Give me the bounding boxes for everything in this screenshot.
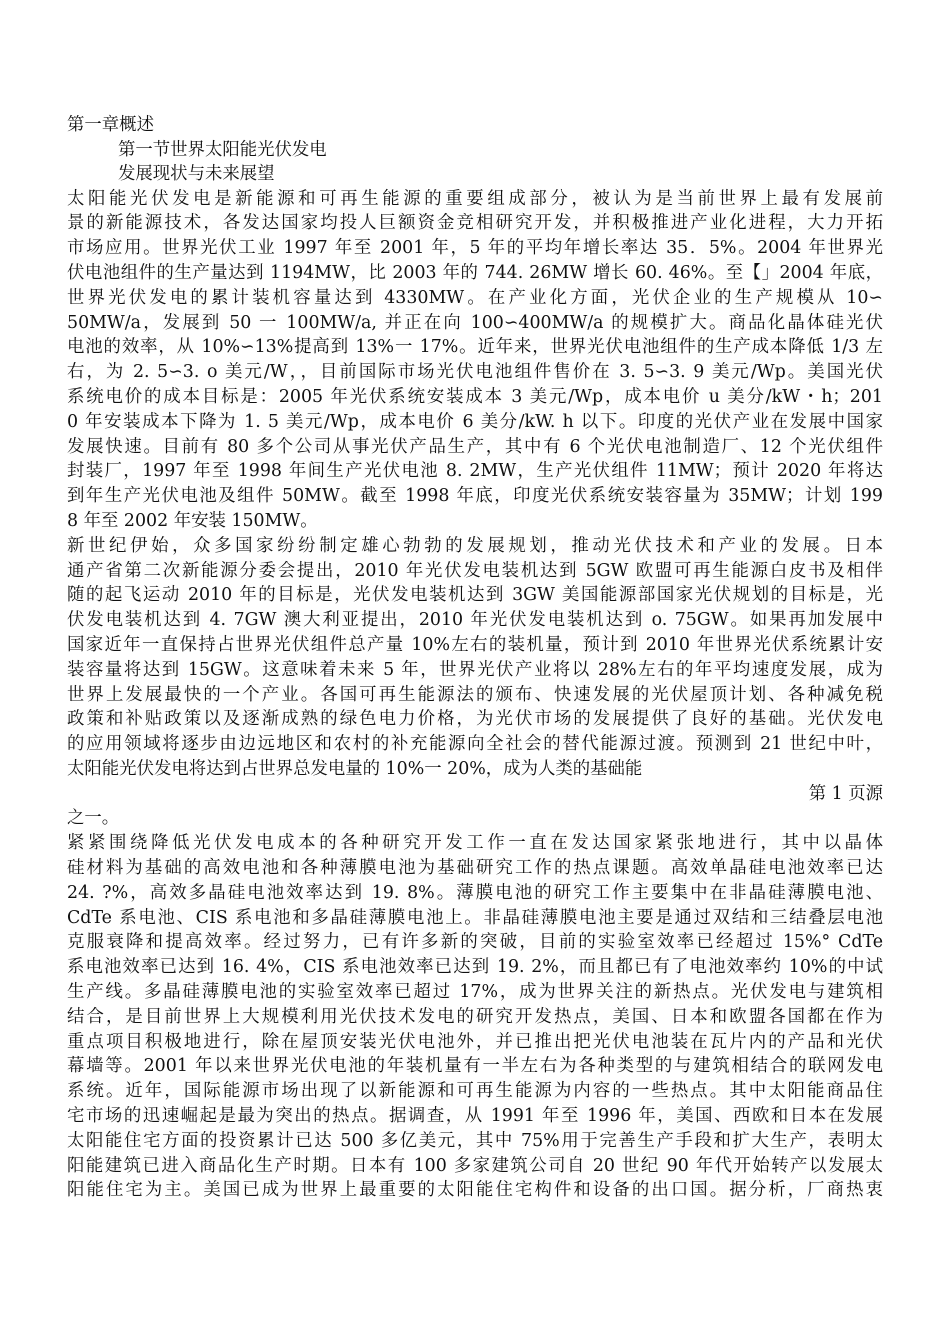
paragraph-line: 之一。 [67,808,120,828]
paragraph-line: 世界光伏发电的累计装机容量达到 4330MW。在产业化方面，光伏企业的生产规模从 10∽ [67,288,883,308]
paragraph-line: CdTe 系电池、CIS 系电池和多晶硅薄膜电池上。非晶硅薄膜电池主要是通过双结和三结叠层电池 [67,908,883,928]
paragraph-line: 太阳能光伏发电将达到占世界总发电量的 10%一 20%，成为人类的基础能 [67,759,643,779]
paragraph-line: 世界上发展最快的一个产业。各国可再生能源法的颁布、快速发展的光伏屋顶计划、各种减免税 [67,685,883,705]
paragraph-line: 太阳能光伏发电是新能源和可再生能源的重要组成部分，被认为是当前世界上最有发展前 [67,189,883,209]
paragraph-line: 硅材料为基础的高效电池和各种薄膜电池为基础研究工作的热点课题。高效单晶硅电池效率已达 [67,858,883,878]
paragraph-line: 装容量将达到 15GW。这意味着未来 5 年，世界光伏产业将以 28%左右的年平均速度发展，成为 [67,660,883,680]
paragraph-line: 8 年至 2002 年安装 150MW。 [67,511,318,531]
paragraph-line: 国家近年一直保持占世界光伏组件总产量 10%左右的装机量，预计到 2010 年世界光伏系统累计安 [67,635,883,655]
paragraph-line: 新世纪伊始，众多国家纷纷制定雄心勃勃的发展规划，推动光伏技术和产业的发展。日本 [67,536,883,556]
paragraph-line: 伏发电装机达到 4. 7GW 澳大利亚提出，2010 年光伏发电装机达到 o. 75GW。如果再加发展中 [67,610,883,630]
paragraph-line: 随的起飞运动 2010 年的目标是，光伏发电装机达到 3GW 美国能源部国家光伏规划的目标是，光 [67,585,883,605]
paragraph-line: 政策和补贴政策以及逐渐成熟的绿色电力价格，为光伏市场的发展提供了良好的基础。光伏发电 [67,709,883,729]
paragraph-line: 系统。近年，国际能源市场出现了以新能源和可再生能源为内容的一些热点。其中太阳能商品住 [67,1081,883,1101]
paragraph-line: 的应用领域将逐步由边远地区和农村的补充能源向全社会的替代能源过渡。预测到 21 世纪中叶， [67,734,883,754]
subsection-heading: 发展现状与未来展望 [118,164,275,184]
paragraph-line: 宅市场的迅速崛起是最为突出的热点。据调查，从 1991 年至 1996 年，美国、西欧和日本在发展 [67,1106,883,1126]
paragraph-line: 景的新能源技术，各发达国家均投人巨额资金竞相研究开发，并积极推进产业化进程，大力开拓 [67,213,883,233]
page-footer: 第 1 页源 [808,784,883,804]
paragraph-line: 生产线。多晶硅薄膜电池的实验室效率已超过 17%，成为世界关注的新热点。光伏发电与建筑相 [67,982,883,1002]
paragraph-line: 结合，是目前世界上大规模利用光伏技术发电的研究开发热点，美国、日本和欧盟各国都在作为 [67,1007,883,1027]
paragraph-line: 系统电价的成本目标是：2005 年光伏系统安装成本 3 美元/Wp，成本电价 u 美分/kW・h；201 [67,387,883,407]
paragraph-line: 50MW/a，发展到 50 一 100MW/a, 并正在向 100∽400MW/a 的规模扩大。商品化晶体硅光伏 [67,313,883,333]
paragraph-line: 封装厂，1997 年至 1998 年间生产光伏电池 8. 2MW，生产光伏组件 11MW；预计 2020 年将达 [67,461,883,481]
paragraph-line: 幕墙等。2001 年以来世界光伏电池的年装机量有一半左右为各种类型的与建筑相结合的联网发电 [67,1056,883,1076]
paragraph-line: 通产省第二次新能源分委会提出，2010 年光伏发电装机达到 5GW 欧盟可再生能源白皮书及相伴 [67,561,883,581]
chapter-heading: 第一章概述 [67,115,154,135]
paragraph-line: 紧紧围绕降低光伏发电成本的各种研究开发工作一直在发达国家紧张地进行，其中以晶体 [67,833,883,853]
paragraph-line: 伏电池组件的生产量达到 1194MW，比 2003 年的 744. 26MW 增长 60. 46%。至【」2004 年底， [67,263,883,283]
paragraph-line: 右，为 2. 5∽3. o 美元/W，，目前国际市场光伏电池组件售价在 3. 5∽3. 9 美元/Wp。美国光伏 [67,362,883,382]
paragraph-line: 电池的效率，从 10%∽13%提高到 13%一 17%。近年来，世界光伏电池组件的生产成本降低 1/3 左 [67,337,883,357]
paragraph-line: 市场应用。世界光伏工业 1997 年至 2001 年，5 年的平均年增长率达 35．5%。2004 年世界光 [67,238,883,258]
paragraph-line: 0 年安装成本下降为 1. 5 美元/Wp，成本电价 6 美分/kW. h 以下。印度的光伏产业在发展中国家 [67,412,883,432]
paragraph-line: 克服衰降和提高效率。经过努力，已有许多新的突破，目前的实验室效率已经超过 15%° CdTe [67,932,883,952]
paragraph-line: 系电池效率已达到 16. 4%，CIS 系电池效率已达到 19. 2%，而且都已有了电池效率约 10%的中试 [67,957,883,977]
paragraph-line: 24. ?%，高效多晶硅电池效率达到 19. 8%。薄膜电池的研究工作主要集中在非晶硅薄膜电池、 [67,883,883,903]
paragraph-line: 到年生产光伏电池及组件 50MW。截至 1998 年底，印度光伏系统安装容量为 35MW；计划 199 [67,486,883,506]
paragraph-line: 阳能住宅为主。美国已成为世界上最重要的太阳能住宅构件和设备的出口国。据分析，厂商热衷 [67,1180,883,1200]
paragraph-line: 发展快速。目前有 80 多个公司从事光伏产品生产，其中有 6 个光伏电池制造厂、12 个光伏组件 [67,437,883,457]
paragraph-line: 阳能建筑已进入商品化生产时期。日本有 100 多家建筑公司自 20 世纪 90 年代开始转产以发展太 [67,1156,883,1176]
section-heading: 第一节世界太阳能光伏发电 [118,140,327,160]
paragraph-line: 太阳能住宅方面的投资累计已达 500 多亿美元，其中 75%用于完善生产手段和扩大生产，表明太 [67,1131,883,1151]
paragraph-line: 重点项目积极地进行，除在屋顶安装光伏电池外，并已推出把光伏电池装在瓦片内的产品和光伏 [67,1032,883,1052]
